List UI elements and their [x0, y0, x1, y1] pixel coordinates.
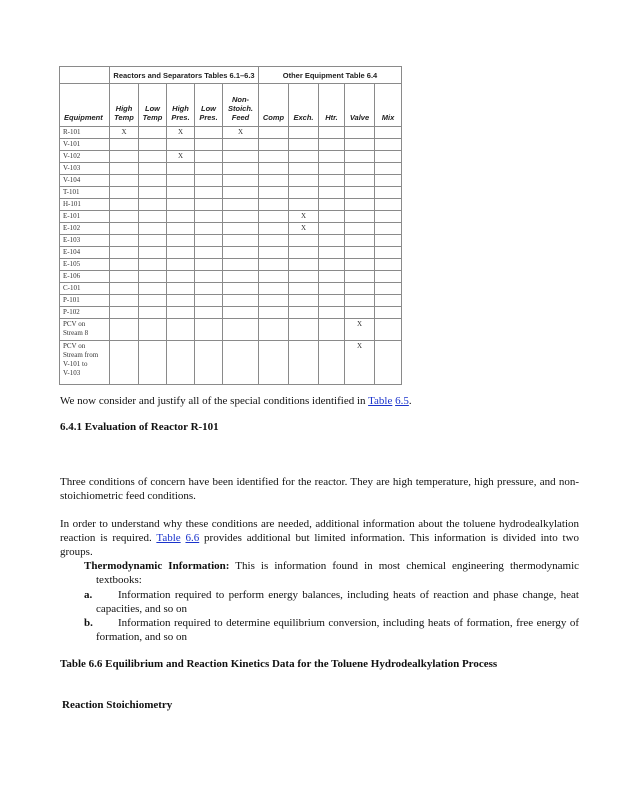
cell-exch [289, 139, 319, 151]
cell-htr [319, 211, 345, 223]
equipment-cell: V-104 [60, 175, 110, 187]
col-header-high-pres: High Pres. [167, 84, 195, 127]
cell-low_temp [139, 295, 167, 307]
cell-comp [259, 341, 289, 385]
table-row [60, 211, 402, 223]
cell-exch [289, 307, 319, 319]
thermo-label: Thermodynamic Information: [84, 560, 230, 572]
cell-high_pres: X [167, 151, 195, 163]
cell-high_pres [167, 271, 195, 283]
cell-high_pres [167, 259, 195, 271]
cell-high_temp [110, 247, 139, 259]
cell-comp [259, 151, 289, 163]
table-row [60, 271, 402, 283]
cell-mix [375, 187, 402, 199]
cell-mix [375, 283, 402, 295]
intro-paragraph: We now consider and justify all of the special conditions identified in Table 6.5. [60, 395, 412, 407]
col-header-valve: Valve [345, 84, 375, 127]
cell-htr [319, 295, 345, 307]
table-row [60, 295, 402, 307]
cell-valve [345, 259, 375, 271]
cell-comp [259, 211, 289, 223]
cell-exch [289, 341, 319, 385]
cell-exch: X [289, 223, 319, 235]
cell-high_pres [167, 341, 195, 385]
cell-low_pres [195, 175, 223, 187]
cell-valve [345, 127, 375, 139]
cell-valve [345, 307, 375, 319]
cell-mix [375, 307, 402, 319]
cell-htr [319, 307, 345, 319]
cell-comp [259, 247, 289, 259]
cell-htr [319, 319, 345, 341]
cell-low_temp [139, 235, 167, 247]
cell-comp [259, 127, 289, 139]
cell-comp [259, 235, 289, 247]
cell-valve [345, 163, 375, 175]
cell-high_temp [110, 341, 139, 385]
cell-valve [345, 175, 375, 187]
list-text-b: Information required to determine equilibrium conversion, including heats of formation, free energy of formation, and so on [96, 617, 579, 643]
cell-nonstoich [223, 163, 259, 175]
table-6-5-link-number[interactable]: 6.5 [395, 395, 409, 407]
cell-low_temp [139, 187, 167, 199]
table-row [60, 247, 402, 259]
cell-low_temp [139, 199, 167, 211]
equipment-cell: E-102 [60, 223, 110, 235]
cell-exch [289, 175, 319, 187]
cell-low_pres [195, 283, 223, 295]
list-text-a: Information required to perform energy balances, including heats of reaction and phase change, heat capacities, and so on [96, 589, 579, 615]
cell-low_pres [195, 187, 223, 199]
cell-valve [345, 295, 375, 307]
cell-high_pres [167, 139, 195, 151]
cell-nonstoich [223, 211, 259, 223]
cell-htr [319, 341, 345, 385]
list-item-b [84, 616, 579, 644]
cell-valve [345, 187, 375, 199]
cell-high_temp [110, 283, 139, 295]
cell-nonstoich [223, 247, 259, 259]
group-header-reactors: Reactors and Separators Tables 6.1–6.3 [110, 67, 259, 84]
cell-htr [319, 139, 345, 151]
col-header-mix: Mix [375, 84, 402, 127]
col-header-htr: Htr. [319, 84, 345, 127]
equipment-cell: C-101 [60, 283, 110, 295]
cell-low_pres [195, 319, 223, 341]
cell-comp [259, 271, 289, 283]
cell-high_pres [167, 319, 195, 341]
cell-low_temp [139, 163, 167, 175]
cell-mix [375, 341, 402, 385]
cell-nonstoich [223, 283, 259, 295]
cell-low_temp [139, 139, 167, 151]
cell-low_temp [139, 151, 167, 163]
cell-valve [345, 247, 375, 259]
group-header-other-equipment: Other Equipment Table 6.4 [259, 67, 402, 84]
cell-low_pres [195, 235, 223, 247]
col-header-comp: Comp [259, 84, 289, 127]
cell-high_pres [167, 163, 195, 175]
cell-low_pres [195, 307, 223, 319]
cell-low_temp [139, 175, 167, 187]
cell-htr [319, 199, 345, 211]
cell-comp [259, 163, 289, 175]
cell-nonstoich [223, 295, 259, 307]
cell-high_pres: X [167, 127, 195, 139]
col-header-high-temp: High Temp [110, 84, 139, 127]
cell-high_temp [110, 163, 139, 175]
cell-exch [289, 319, 319, 341]
cell-mix [375, 295, 402, 307]
thermo-text: This is information found in most chemical engineering thermodynamic textbooks: [96, 560, 580, 586]
cell-mix [375, 127, 402, 139]
cell-exch [289, 163, 319, 175]
table-6-6-link-number[interactable]: 6.6 [185, 532, 200, 544]
cell-nonstoich: X [223, 127, 259, 139]
cell-htr [319, 151, 345, 163]
section-heading: 6.4.1 Evaluation of Reactor R-101 [60, 421, 219, 433]
cell-low_pres [195, 151, 223, 163]
cell-mix [375, 319, 402, 341]
cell-nonstoich [223, 307, 259, 319]
cell-valve [345, 223, 375, 235]
cell-low_pres [195, 295, 223, 307]
cell-htr [319, 259, 345, 271]
cell-valve [345, 235, 375, 247]
cell-exch [289, 235, 319, 247]
cell-high_temp [110, 295, 139, 307]
cell-htr [319, 235, 345, 247]
table-6-5-link-word[interactable]: Table [368, 395, 393, 407]
cell-nonstoich [223, 259, 259, 271]
cell-exch [289, 247, 319, 259]
equipment-cell: E-106 [60, 271, 110, 283]
cell-exch [289, 187, 319, 199]
cell-high_pres [167, 283, 195, 295]
cell-mix [375, 175, 402, 187]
cell-mix [375, 259, 402, 271]
cell-exch [289, 151, 319, 163]
equipment-cell: T-101 [60, 187, 110, 199]
cell-htr [319, 127, 345, 139]
list-label-b: b. [84, 617, 93, 629]
equipment-cell: E-105 [60, 259, 110, 271]
cell-valve [345, 139, 375, 151]
table-row [60, 307, 402, 319]
table-6-6-link-word[interactable]: Table [156, 532, 181, 544]
cell-valve [345, 283, 375, 295]
cell-nonstoich [223, 175, 259, 187]
cell-exch [289, 259, 319, 271]
table-row [60, 199, 402, 211]
col-header-low-pres: Low Pres. [195, 84, 223, 127]
col-header-low-temp: Low Temp [139, 84, 167, 127]
cell-high_pres [167, 307, 195, 319]
cell-nonstoich [223, 319, 259, 341]
equipment-cell: P-102 [60, 307, 110, 319]
cell-htr [319, 283, 345, 295]
table-caption: Table 6.6 Equilibrium and Reaction Kinetics Data for the Toluene Hydrodealkylation Process [60, 658, 498, 670]
cell-comp [259, 307, 289, 319]
cell-high_temp [110, 175, 139, 187]
cell-high_temp [110, 319, 139, 341]
cell-low_temp [139, 127, 167, 139]
cell-valve: X [345, 341, 375, 385]
cell-nonstoich [223, 199, 259, 211]
cell-low_pres [195, 199, 223, 211]
table-row [60, 235, 402, 247]
cell-comp [259, 295, 289, 307]
cell-valve [345, 151, 375, 163]
cell-nonstoich [223, 151, 259, 163]
cell-exch: X [289, 211, 319, 223]
cell-valve: X [345, 319, 375, 341]
cell-mix [375, 211, 402, 223]
cell-high_temp [110, 271, 139, 283]
table-row [60, 259, 402, 271]
cell-low_temp [139, 259, 167, 271]
table-row [60, 151, 402, 163]
table-row [60, 341, 402, 385]
table-row [60, 175, 402, 187]
cell-high_pres [167, 223, 195, 235]
cell-mix [375, 163, 402, 175]
cell-mix [375, 235, 402, 247]
equipment-cell: V-102 [60, 151, 110, 163]
cell-low_pres [195, 163, 223, 175]
cell-low_pres [195, 223, 223, 235]
cell-exch [289, 283, 319, 295]
cell-high_temp [110, 235, 139, 247]
table-body [60, 127, 402, 385]
cell-low_pres [195, 127, 223, 139]
table-row [60, 163, 402, 175]
cell-mix [375, 271, 402, 283]
equipment-cell: P-101 [60, 295, 110, 307]
table-row [60, 127, 402, 139]
cell-high_temp [110, 307, 139, 319]
cell-comp [259, 283, 289, 295]
cell-comp [259, 319, 289, 341]
cell-comp [259, 139, 289, 151]
cell-htr [319, 175, 345, 187]
cell-low_temp [139, 271, 167, 283]
equipment-cell: E-104 [60, 247, 110, 259]
paragraph-information: In order to understand why these conditions are needed, additional information about the toluene hydrodealkylation reaction is required. Table 6.6 provides additional but limited information. This information is divided into two groups. [60, 518, 580, 558]
col-header-equipment: Equipment [60, 84, 110, 127]
cell-htr [319, 187, 345, 199]
cell-mix [375, 199, 402, 211]
corner-cell [60, 67, 110, 84]
cell-valve [345, 211, 375, 223]
cell-high_temp [110, 199, 139, 211]
cell-nonstoich [223, 139, 259, 151]
cell-mix [375, 139, 402, 151]
sub-heading: Reaction Stoichiometry [62, 699, 173, 711]
cell-low_pres [195, 271, 223, 283]
cell-low_temp [139, 223, 167, 235]
cell-comp [259, 187, 289, 199]
cell-exch [289, 271, 319, 283]
equipment-cell: E-101 [60, 211, 110, 223]
cell-htr [319, 223, 345, 235]
table-row [60, 283, 402, 295]
cell-low_temp [139, 211, 167, 223]
equipment-cell: V-101 [60, 139, 110, 151]
cell-mix [375, 223, 402, 235]
col-header-nonstoich-feed: Non- Stoich. Feed [223, 84, 259, 127]
cell-high_temp [110, 259, 139, 271]
table-row [60, 223, 402, 235]
cell-htr [319, 163, 345, 175]
cell-valve [345, 271, 375, 283]
equipment-cell: V-103 [60, 163, 110, 175]
cell-low_pres [195, 211, 223, 223]
cell-valve [345, 199, 375, 211]
cell-nonstoich [223, 271, 259, 283]
cell-high_temp: X [110, 127, 139, 139]
cell-low_temp [139, 319, 167, 341]
special-conditions-table [59, 66, 402, 385]
cell-high_pres [167, 247, 195, 259]
equipment-cell: PCV on Stream 8 [60, 319, 110, 341]
equipment-cell: H-101 [60, 199, 110, 211]
cell-low_pres [195, 259, 223, 271]
cell-mix [375, 247, 402, 259]
cell-high_pres [167, 199, 195, 211]
cell-high_temp [110, 187, 139, 199]
list-label-a: a. [84, 589, 93, 601]
cell-mix [375, 151, 402, 163]
list-item-a [84, 588, 579, 616]
cell-low_temp [139, 247, 167, 259]
equipment-cell: R-101 [60, 127, 110, 139]
cell-comp [259, 175, 289, 187]
cell-low_pres [195, 139, 223, 151]
cell-high_pres [167, 235, 195, 247]
cell-high_temp [110, 211, 139, 223]
cell-exch [289, 199, 319, 211]
cell-high_temp [110, 223, 139, 235]
cell-nonstoich [223, 235, 259, 247]
cell-nonstoich [223, 223, 259, 235]
equipment-conditions-figure [59, 66, 401, 381]
cell-high_pres [167, 187, 195, 199]
col-header-exch: Exch. [289, 84, 319, 127]
cell-htr [319, 271, 345, 283]
cell-low_temp [139, 283, 167, 295]
cell-low_temp [139, 341, 167, 385]
cell-low_temp [139, 307, 167, 319]
cell-high_temp [110, 151, 139, 163]
table-row [60, 319, 402, 341]
cell-comp [259, 199, 289, 211]
cell-low_pres [195, 247, 223, 259]
cell-exch [289, 127, 319, 139]
paragraph-conditions: Three conditions of concern have been identified for the reactor. They are high temperature, high pressure, and non-stoichiometric feed conditions. [60, 476, 579, 502]
cell-high_temp [110, 139, 139, 151]
table-row [60, 139, 402, 151]
equipment-cell: E-103 [60, 235, 110, 247]
table-row [60, 187, 402, 199]
cell-exch [289, 295, 319, 307]
cell-nonstoich [223, 341, 259, 385]
thermodynamic-info-item [84, 559, 579, 587]
intro-text: We now consider and justify all of the special conditions identified in [60, 395, 369, 407]
cell-high_pres [167, 295, 195, 307]
cell-nonstoich [223, 187, 259, 199]
equipment-cell: PCV on Stream from V-101 to V-103 [60, 341, 110, 385]
cell-comp [259, 259, 289, 271]
cell-low_pres [195, 341, 223, 385]
cell-high_pres [167, 175, 195, 187]
cell-comp [259, 223, 289, 235]
cell-htr [319, 247, 345, 259]
cell-high_pres [167, 211, 195, 223]
